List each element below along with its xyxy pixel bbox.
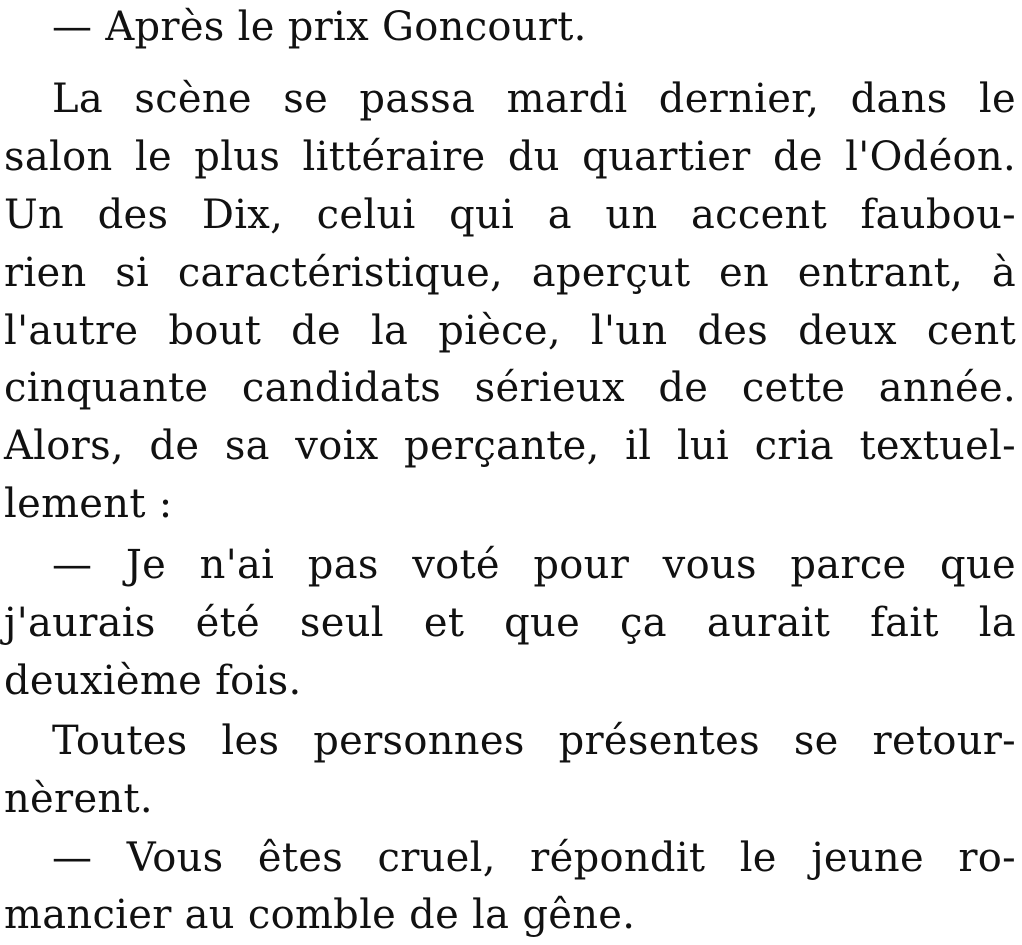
text-line: — Je n'ai pas voté pour vous parce que: [52, 542, 1016, 588]
text-line: j'aurais été seul et que ça aurait fait la: [4, 600, 1016, 646]
text-line: nèrent.: [4, 776, 153, 822]
text-line: La scène se passa mardi dernier, dans le: [52, 76, 1016, 122]
text-line: — Vous êtes cruel, répondit le jeune ro-: [52, 835, 1016, 881]
text-line: deuxième fois.: [4, 658, 302, 704]
text-line: cinquante candidats sérieux de cette année.: [4, 365, 1016, 411]
heading-line: — Après le prix Goncourt.: [52, 4, 587, 50]
text-line: Un des Dix, celui qui a un accent faubou-: [4, 192, 1016, 238]
text-line: Alors, de sa voix perçante, il lui cria textuel-: [4, 423, 1016, 469]
text-line: mancier au comble de la gêne.: [4, 892, 636, 938]
text-line: Toutes les personnes présentes se retour-: [52, 718, 1016, 764]
text-line: lement :: [4, 481, 173, 527]
text-line: l'autre bout de la pièce, l'un des deux cent: [4, 308, 1016, 354]
text-line: rien si caractéristique, aperçut en entrant, à: [4, 250, 1016, 296]
text-line: salon le plus littéraire du quartier de l'Odéon.: [4, 134, 1016, 180]
